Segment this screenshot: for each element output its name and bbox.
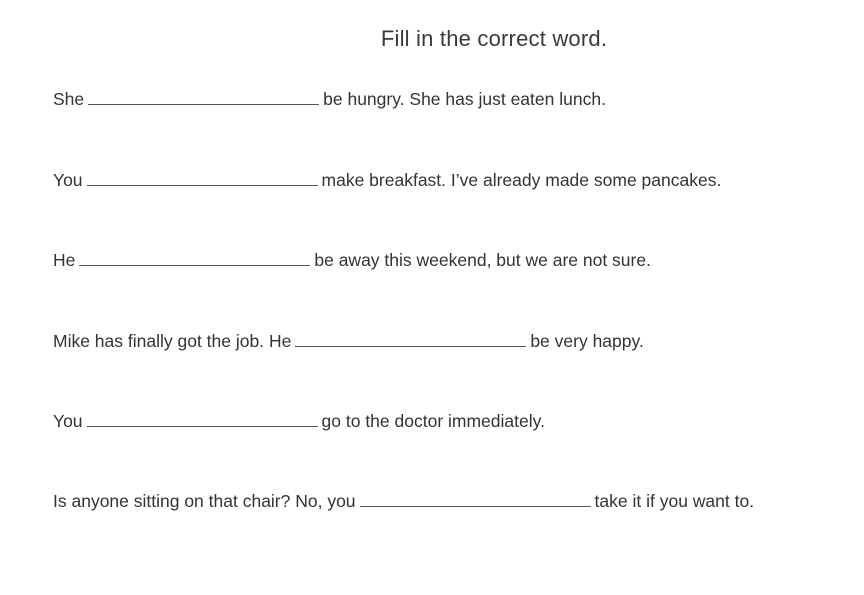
exercise-5-blank[interactable] [87, 408, 318, 427]
exercise-6-blank[interactable] [360, 488, 591, 507]
exercise-3-text-before: He [53, 250, 76, 270]
exercise-5 [53, 408, 545, 432]
exercise-4-blank[interactable] [295, 328, 526, 347]
exercise-2 [53, 167, 721, 191]
exercise-4-text-after: be very happy. [530, 331, 644, 351]
exercise-4-text-before: Mike has finally got the job. He [53, 331, 292, 351]
exercise-4 [53, 328, 644, 352]
exercise-3 [53, 247, 651, 271]
exercise-3-text-after: be away this weekend, but we are not sure. [314, 250, 651, 270]
exercise-5-text-after: go to the doctor immediately. [321, 411, 545, 431]
exercise-6 [53, 488, 754, 512]
exercise-1 [53, 86, 606, 110]
exercise-1-blank[interactable] [88, 86, 319, 105]
exercise-2-text-before: You [53, 170, 83, 190]
exercise-2-text-after: make breakfast. I’ve already made some pancakes. [321, 170, 722, 190]
exercise-2-blank[interactable] [87, 167, 318, 186]
exercise-5-text-before: You [53, 411, 83, 431]
exercise-1-text-before: She [53, 89, 85, 109]
exercise-6-text-before: Is anyone sitting on that chair? No, you [53, 491, 356, 511]
exercise-3-blank[interactable] [79, 247, 310, 266]
exercise-1-text-after: be hungry. She has just eaten lunch. [323, 89, 606, 109]
exercise-6-text-after: take it if you want to. [594, 491, 755, 511]
worksheet-title: Fill in the correct word. [380, 26, 608, 51]
